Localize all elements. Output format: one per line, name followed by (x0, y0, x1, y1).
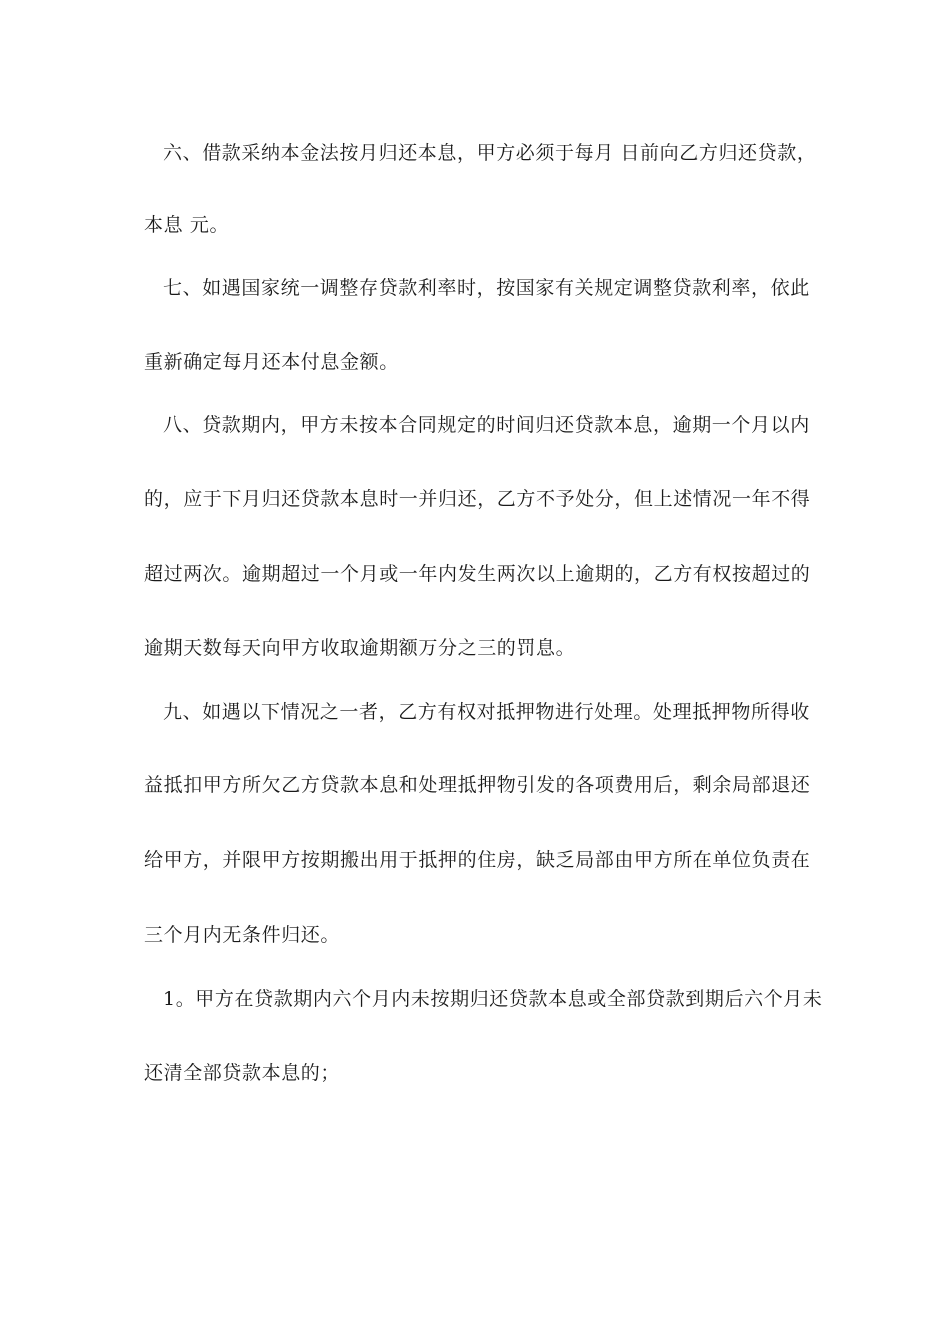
clause-9-line-2: 益抵扣甲方所欠乙方贷款本息和处理抵押物引发的各项费用后，剩余局部退还 (144, 774, 811, 796)
item-1-text: 甲方在贷款期内六个月内未按期归还贷款本息或全部贷款到期后六个月未 (195, 988, 823, 1010)
clause-8-line-2: 的，应于下月归还贷款本息时一并归还，乙方不予处分，但上述情况一年不得 (144, 488, 811, 510)
clause-7-line-2: 重新确定每月还本付息金额。 (144, 351, 399, 373)
clause-8-line-1: 八、贷款期内，甲方未按本合同规定的时间归还贷款本息，逾期一个月以内 (163, 414, 810, 436)
clause-6-line-1: 六、借款采纳本金法按月归还本息，甲方必须于每月 日前向乙方归还贷款， (163, 142, 817, 164)
clause-8-line-4: 逾期天数每天向甲方收取逾期额万分之三的罚息。 (144, 637, 576, 659)
clause-9-line-3: 给甲方，并限甲方按期搬出用于抵押的住房，缺乏局部由甲方所在单位负责在 (144, 849, 811, 871)
clause-6-line-2: 本息 元。 (144, 214, 230, 236)
clause-7-line-1: 七、如遇国家统一调整存贷款利率时，按国家有关规定调整贷款利率，依此 (163, 277, 810, 299)
item-1-line-2: 还清全部贷款本息的； (144, 1062, 341, 1084)
clause-9-line-4: 三个月内无条件归还。 (144, 924, 341, 946)
item-1-line-1 (163, 987, 823, 1011)
clause-9-line-1: 九、如遇以下情况之一者，乙方有权对抵押物进行处理。处理抵押物所得收 (163, 701, 810, 723)
item-number: 1。 (163, 988, 196, 1010)
clause-8-line-3: 超过两次。逾期超过一个月或一年内发生两次以上逾期的，乙方有权按超过的 (144, 563, 811, 585)
